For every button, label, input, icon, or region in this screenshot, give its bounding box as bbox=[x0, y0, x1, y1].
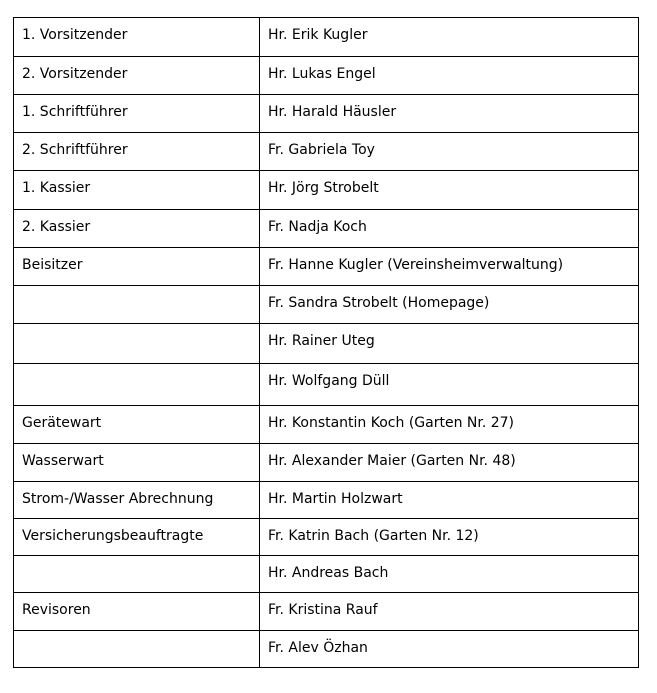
person-text: Fr. Sandra Strobelt (Homepage) bbox=[268, 295, 490, 311]
person-cell bbox=[260, 57, 639, 95]
role-cell bbox=[14, 324, 260, 364]
board-members-table-body bbox=[14, 18, 639, 668]
person-text: Fr. Gabriela Toy bbox=[268, 142, 375, 158]
role-text: Versicherungsbeauftragte bbox=[22, 528, 204, 544]
person-text: Hr. Lukas Engel bbox=[268, 66, 376, 82]
person-cell bbox=[260, 171, 639, 210]
role-cell bbox=[14, 57, 260, 95]
person-text: Hr. Erik Kugler bbox=[268, 27, 368, 43]
role-cell bbox=[14, 95, 260, 133]
person-cell bbox=[260, 133, 639, 171]
table-row bbox=[14, 57, 639, 95]
role-text: 2. Schriftführer bbox=[22, 142, 128, 158]
role-text: 1. Vorsitzender bbox=[22, 27, 128, 43]
table-row bbox=[14, 95, 639, 133]
role-text: 1. Schriftführer bbox=[22, 104, 128, 120]
person-cell bbox=[260, 406, 639, 444]
role-text: 1. Kassier bbox=[22, 180, 91, 196]
role-cell bbox=[14, 631, 260, 668]
person-cell bbox=[260, 556, 639, 593]
table-row bbox=[14, 133, 639, 171]
role-cell bbox=[14, 248, 260, 286]
person-text: Hr. Rainer Uteg bbox=[268, 333, 375, 349]
person-text: Fr. Nadja Koch bbox=[268, 219, 367, 235]
table-row bbox=[14, 364, 639, 406]
person-text: Hr. Alexander Maier (Garten Nr. 48) bbox=[268, 453, 516, 469]
table-row bbox=[14, 18, 639, 57]
role-text: Wasserwart bbox=[22, 453, 104, 469]
role-cell bbox=[14, 286, 260, 324]
person-cell bbox=[260, 95, 639, 133]
role-cell bbox=[14, 364, 260, 406]
table-row bbox=[14, 593, 639, 631]
person-text: Fr. Alev Özhan bbox=[268, 640, 368, 656]
table-row bbox=[14, 482, 639, 519]
role-text: Revisoren bbox=[22, 602, 91, 618]
role-text bbox=[22, 556, 259, 565]
table-row bbox=[14, 406, 639, 444]
role-text bbox=[22, 286, 259, 295]
role-cell bbox=[14, 444, 260, 482]
table-row bbox=[14, 444, 639, 482]
table-row bbox=[14, 210, 639, 248]
person-cell bbox=[260, 18, 639, 57]
role-cell bbox=[14, 519, 260, 556]
table-row bbox=[14, 631, 639, 668]
table-row bbox=[14, 556, 639, 593]
role-text: 2. Vorsitzender bbox=[22, 66, 128, 82]
person-cell bbox=[260, 286, 639, 324]
role-text bbox=[22, 364, 259, 373]
role-text bbox=[22, 324, 259, 333]
role-cell bbox=[14, 133, 260, 171]
person-cell bbox=[260, 444, 639, 482]
role-text bbox=[22, 631, 259, 640]
person-text: Hr. Konstantin Koch (Garten Nr. 27) bbox=[268, 415, 515, 431]
table-row bbox=[14, 248, 639, 286]
role-cell bbox=[14, 593, 260, 631]
table-row bbox=[14, 324, 639, 364]
person-text: Hr. Jörg Strobelt bbox=[268, 180, 379, 196]
person-cell bbox=[260, 248, 639, 286]
person-text: Fr. Kristina Rauf bbox=[268, 602, 378, 618]
table-row bbox=[14, 519, 639, 556]
person-cell bbox=[260, 324, 639, 364]
person-text: Hr. Wolfgang Düll bbox=[268, 373, 390, 389]
table-row bbox=[14, 171, 639, 210]
person-cell bbox=[260, 631, 639, 668]
role-text: 2. Kassier bbox=[22, 219, 91, 235]
person-cell bbox=[260, 482, 639, 519]
role-cell bbox=[14, 482, 260, 519]
role-cell bbox=[14, 210, 260, 248]
person-text: Fr. Katrin Bach (Garten Nr. 12) bbox=[268, 528, 479, 544]
table-row bbox=[14, 286, 639, 324]
role-cell bbox=[14, 406, 260, 444]
person-cell bbox=[260, 519, 639, 556]
person-text: Hr. Harald Häusler bbox=[268, 104, 397, 120]
role-text: Gerätewart bbox=[22, 415, 102, 431]
role-cell bbox=[14, 171, 260, 210]
role-text: Beisitzer bbox=[22, 257, 83, 273]
role-cell bbox=[14, 556, 260, 593]
person-cell bbox=[260, 210, 639, 248]
person-cell bbox=[260, 364, 639, 406]
role-text: Strom-/Wasser Abrechnung bbox=[22, 491, 214, 507]
person-text: Hr. Martin Holzwart bbox=[268, 491, 403, 507]
person-text: Hr. Andreas Bach bbox=[268, 565, 389, 581]
person-text: Fr. Hanne Kugler (Vereinsheimverwaltung) bbox=[268, 257, 564, 273]
board-members-table bbox=[13, 17, 639, 668]
person-cell bbox=[260, 593, 639, 631]
role-cell bbox=[14, 18, 260, 57]
